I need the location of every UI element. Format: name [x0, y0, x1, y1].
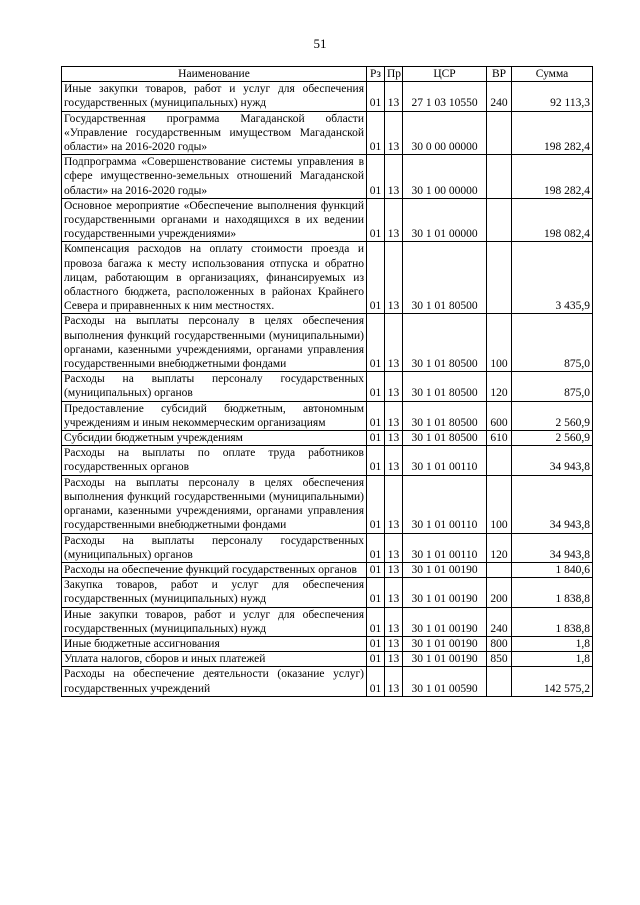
cell-vr: 240: [487, 82, 512, 111]
cell-name: Закупка товаров, работ и услуг для обеспечения государственных (муниципальных) нужд: [62, 578, 367, 607]
cell-sum: 2 560,9: [512, 401, 593, 430]
cell-sum: 1,8: [512, 636, 593, 651]
cell-csr: 30 1 01 00190: [403, 652, 487, 667]
cell-rz: 01: [367, 578, 385, 607]
cell-pr: 13: [385, 111, 403, 155]
cell-vr: 200: [487, 578, 512, 607]
cell-csr: 30 1 01 80500: [403, 372, 487, 401]
table-row: [62, 155, 593, 199]
cell-rz: 01: [367, 314, 385, 372]
cell-name: Расходы на выплаты персоналу государственных (муниципальных) органов: [62, 533, 367, 562]
header-row: [62, 67, 593, 82]
cell-vr: [487, 155, 512, 199]
cell-rz: 01: [367, 372, 385, 401]
cell-sum: 1,8: [512, 652, 593, 667]
cell-pr: 13: [385, 446, 403, 475]
cell-rz: 01: [367, 607, 385, 636]
cell-rz: 01: [367, 431, 385, 446]
cell-vr: 100: [487, 475, 512, 533]
cell-csr: 30 0 00 00000: [403, 111, 487, 155]
header-name: Наименование: [62, 67, 367, 82]
cell-rz: 01: [367, 242, 385, 314]
cell-vr: 240: [487, 607, 512, 636]
cell-csr: 30 1 01 80500: [403, 431, 487, 446]
budget-table: [61, 66, 593, 697]
cell-name: Субсидии бюджетным учреждениям: [62, 431, 367, 446]
cell-pr: 13: [385, 372, 403, 401]
cell-name: Иные закупки товаров, работ и услуг для обеспечения государственных (муниципальных) нужд: [62, 82, 367, 111]
cell-vr: 120: [487, 533, 512, 562]
cell-name: Расходы на выплаты персоналу в целях обеспечения выполнения функций государственными (муниципальными) органами, казенными учреждениями, органами управления государственными внебюджетными фондами: [62, 475, 367, 533]
cell-pr: 13: [385, 242, 403, 314]
table-row: [62, 636, 593, 651]
cell-csr: 27 1 03 10550: [403, 82, 487, 111]
cell-rz: 01: [367, 652, 385, 667]
cell-sum: 875,0: [512, 314, 593, 372]
cell-vr: [487, 562, 512, 577]
cell-pr: 13: [385, 82, 403, 111]
cell-name: Государственная программа Магаданской области «Управление государственным имуществом Магаданской области» на 2016-2020 годы»: [62, 111, 367, 155]
cell-vr: 600: [487, 401, 512, 430]
cell-csr: 30 1 01 80500: [403, 314, 487, 372]
cell-vr: [487, 198, 512, 242]
cell-csr: 30 1 01 80500: [403, 401, 487, 430]
cell-vr: 800: [487, 636, 512, 651]
table-row: [62, 314, 593, 372]
cell-csr: 30 1 01 00000: [403, 198, 487, 242]
cell-rz: 01: [367, 636, 385, 651]
cell-csr: 30 1 01 00190: [403, 578, 487, 607]
cell-rz: 01: [367, 667, 385, 696]
table-row: [62, 562, 593, 577]
cell-sum: 875,0: [512, 372, 593, 401]
cell-rz: 01: [367, 82, 385, 111]
cell-pr: 13: [385, 475, 403, 533]
cell-vr: [487, 446, 512, 475]
header-sum: Сумма: [512, 67, 593, 82]
cell-rz: 01: [367, 401, 385, 430]
cell-vr: 100: [487, 314, 512, 372]
table-row: [62, 372, 593, 401]
table-row: [62, 401, 593, 430]
header-csr: ЦСР: [403, 67, 487, 82]
cell-vr: [487, 111, 512, 155]
cell-csr: 30 1 00 00000: [403, 155, 487, 199]
cell-name: Уплата налогов, сборов и иных платежей: [62, 652, 367, 667]
table-row: [62, 667, 593, 696]
cell-sum: 92 113,3: [512, 82, 593, 111]
header-rz: Рз: [367, 67, 385, 82]
cell-pr: 13: [385, 607, 403, 636]
table-row: [62, 82, 593, 111]
cell-name: Подпрограмма «Совершенствование системы управления в сфере имущественно-земельных отношений Магаданской области» на 2016-2020 годы»: [62, 155, 367, 199]
table-row: [62, 446, 593, 475]
cell-vr: 850: [487, 652, 512, 667]
cell-sum: 1 838,8: [512, 607, 593, 636]
cell-sum: 198 282,4: [512, 155, 593, 199]
cell-name: Расходы на обеспечение деятельности (оказание услуг) государственных учреждений: [62, 667, 367, 696]
table-row: [62, 431, 593, 446]
cell-sum: 198 282,4: [512, 111, 593, 155]
cell-pr: 13: [385, 652, 403, 667]
cell-sum: 34 943,8: [512, 475, 593, 533]
cell-vr: 120: [487, 372, 512, 401]
cell-name: Предоставление субсидий бюджетным, автономным учреждениям и иным некоммерческим организациям: [62, 401, 367, 430]
cell-sum: 3 435,9: [512, 242, 593, 314]
cell-pr: 13: [385, 578, 403, 607]
cell-sum: 1 838,8: [512, 578, 593, 607]
cell-csr: 30 1 01 00190: [403, 607, 487, 636]
cell-sum: 198 082,4: [512, 198, 593, 242]
table-header: [62, 67, 593, 82]
header-vr: ВР: [487, 67, 512, 82]
cell-vr: [487, 242, 512, 314]
cell-rz: 01: [367, 111, 385, 155]
table-row: [62, 198, 593, 242]
cell-csr: 30 1 01 00590: [403, 667, 487, 696]
cell-rz: 01: [367, 198, 385, 242]
table-row: [62, 475, 593, 533]
cell-vr: [487, 667, 512, 696]
cell-sum: 34 943,8: [512, 446, 593, 475]
cell-name: Расходы на обеспечение функций государственных органов: [62, 562, 367, 577]
cell-sum: 2 560,9: [512, 431, 593, 446]
cell-vr: 610: [487, 431, 512, 446]
cell-pr: 13: [385, 431, 403, 446]
cell-pr: 13: [385, 562, 403, 577]
cell-sum: 1 840,6: [512, 562, 593, 577]
cell-rz: 01: [367, 446, 385, 475]
cell-pr: 13: [385, 401, 403, 430]
cell-pr: 13: [385, 533, 403, 562]
cell-name: Расходы на выплаты по оплате труда работников государственных органов: [62, 446, 367, 475]
cell-name: Иные бюджетные ассигнования: [62, 636, 367, 651]
cell-sum: 34 943,8: [512, 533, 593, 562]
cell-pr: 13: [385, 314, 403, 372]
cell-rz: 01: [367, 155, 385, 199]
cell-csr: 30 1 01 80500: [403, 242, 487, 314]
cell-pr: 13: [385, 636, 403, 651]
table-body: [62, 82, 593, 697]
cell-sum: 142 575,2: [512, 667, 593, 696]
cell-csr: 30 1 01 00190: [403, 562, 487, 577]
cell-name: Иные закупки товаров, работ и услуг для обеспечения государственных (муниципальных) нужд: [62, 607, 367, 636]
cell-name: Расходы на выплаты персоналу государственных (муниципальных) органов: [62, 372, 367, 401]
table-row: [62, 533, 593, 562]
cell-rz: 01: [367, 562, 385, 577]
header-pr: Пр: [385, 67, 403, 82]
page-number: 51: [313, 36, 327, 51]
cell-csr: 30 1 01 00110: [403, 475, 487, 533]
cell-csr: 30 1 01 00110: [403, 533, 487, 562]
table-row: [62, 111, 593, 155]
cell-pr: 13: [385, 155, 403, 199]
cell-pr: 13: [385, 198, 403, 242]
table-row: [62, 652, 593, 667]
table-row: [62, 607, 593, 636]
cell-csr: 30 1 01 00190: [403, 636, 487, 651]
cell-name: Расходы на выплаты персоналу в целях обеспечения выполнения функций государственными (муниципальными) органами, казенными учреждениями, органами управления государственными внебюджетными фондами: [62, 314, 367, 372]
table-row: [62, 242, 593, 314]
cell-pr: 13: [385, 667, 403, 696]
cell-name: Компенсация расходов на оплату стоимости проезда и провоза багажа к месту использования отпуска и обратно лицам, работающим в организациях, финансируемых из областного бюджета, расположенных в районах Крайнего Севера и приравненных к ним местностях.: [62, 242, 367, 314]
cell-rz: 01: [367, 533, 385, 562]
cell-rz: 01: [367, 475, 385, 533]
cell-csr: 30 1 01 00110: [403, 446, 487, 475]
cell-name: Основное мероприятие «Обеспечение выполнения функций государственными органами и находящихся в их ведении государственными учреждениями»: [62, 198, 367, 242]
table-row: [62, 578, 593, 607]
